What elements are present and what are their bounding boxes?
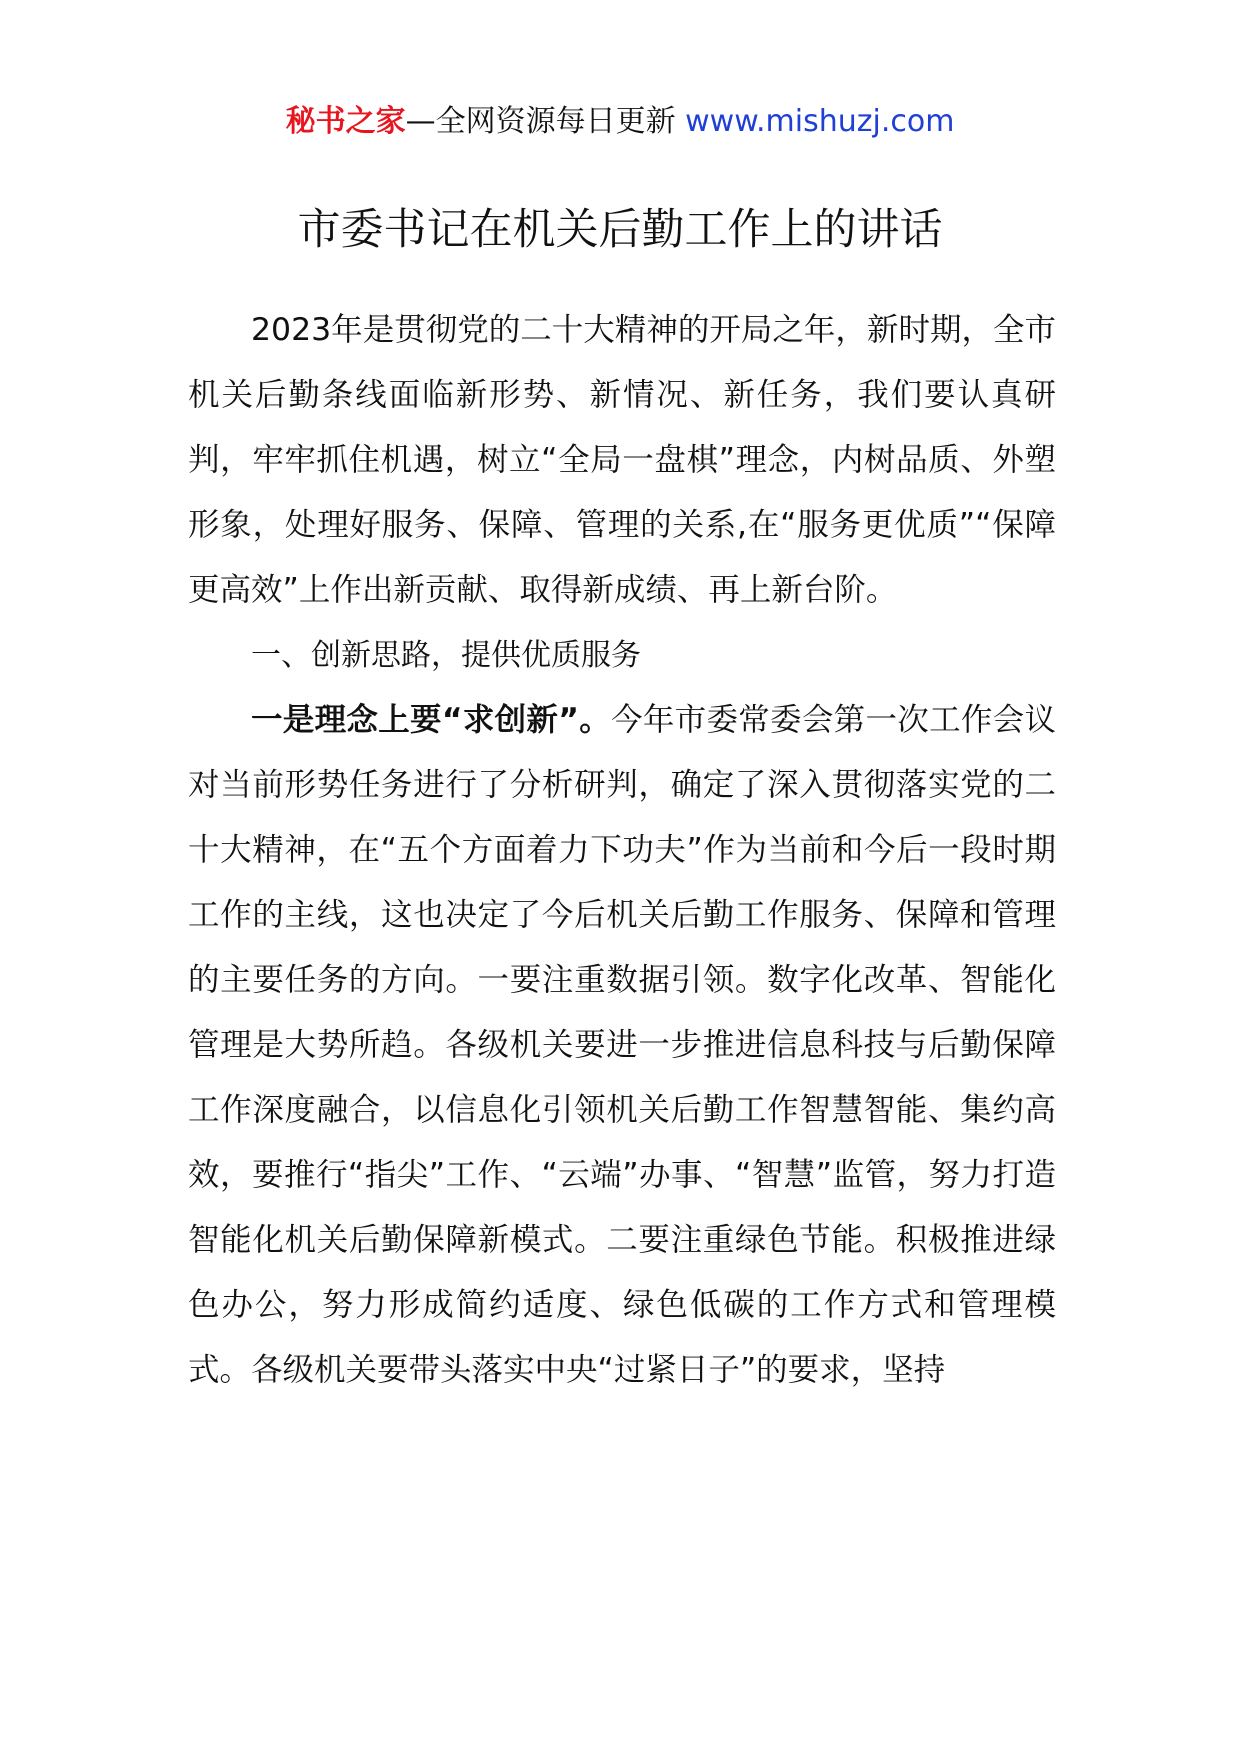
section-heading: 一、创新思路，提供优质服务 <box>251 638 641 673</box>
intro-paragraph: 2023年是贯彻党的二十大精神的开局之年，新时期，全市机关后勤条线面临新形势、新情况、新任务，我们要认真研判，牢牢抓住机遇，树立“全局一盘棋”理念，内树品质、外塑形象，处理好服务、保障、管理的关系,在“服务更优质”“保障更高效”上作出新贡献、取得新成绩、再上新台阶。 <box>188 312 1056 608</box>
brand-name: 秘书之家 <box>285 104 406 139</box>
document-title: 市委书记在机关后勤工作上的讲话 <box>297 205 943 255</box>
point-lead: 一是理念上要“求创新”。 <box>251 702 612 738</box>
site-header <box>0 98 1240 146</box>
document-body <box>188 298 1056 1403</box>
header-tagline: —全网资源每日更新 <box>405 104 676 139</box>
point-body: 今年市委常委会第一次工作会议对当前形势任务进行了分析研判，确定了深入贯彻落实党的二十大精神，在“五个方面着力下功夫”作为当前和今后一段时期工作的主线，这也决定了今后机关后勤工作服务、保障和管理的主要任务的方向。一要注重数据引领。数字化改革、智能化管理是大势所趋。各级机关要进一步推进信息科技与后勤保障工作深度融合，以信息化引领机关后勤工作智慧智能、集约高效，要推行“指尖”工作、“云端”办事、“智慧”监管，努力打造智能化机关后勤保障新模式。二要注重绿色节能。积极推进绿色办公，努力形成简约适度、绿色低碳的工作方式和管理模式。各级机关要带头落实中央“过紧日子”的要求，坚持 <box>188 702 1056 1388</box>
point-paragraph <box>188 688 1056 1403</box>
site-url-link[interactable]: www.mishuzj.com <box>685 104 955 139</box>
